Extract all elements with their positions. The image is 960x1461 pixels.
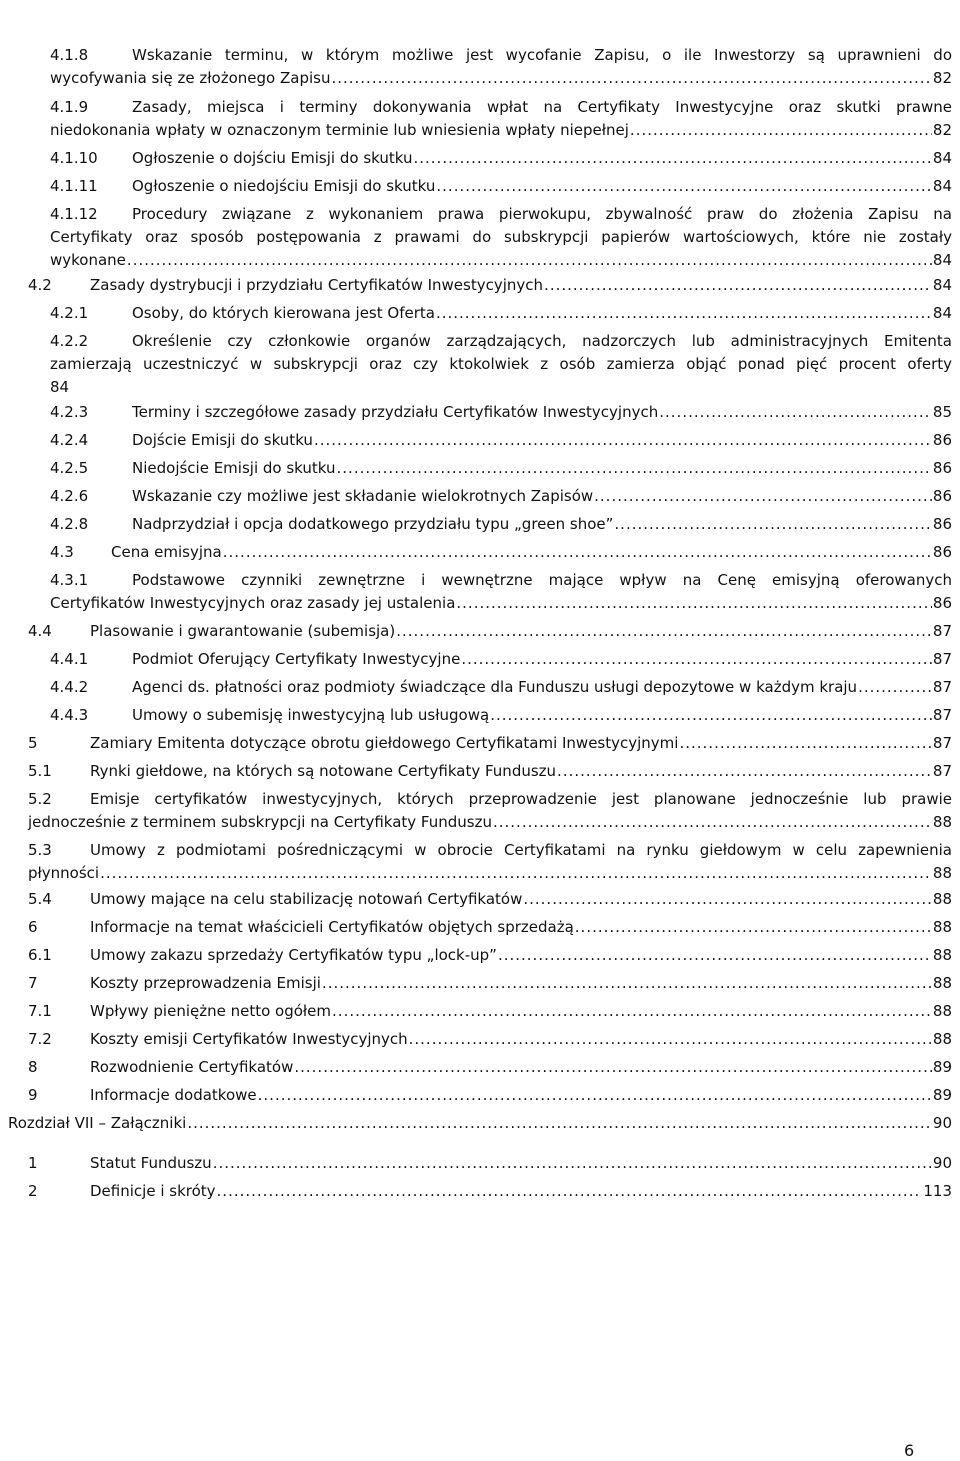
toc-entry-page: 88: [932, 974, 952, 992]
toc-dot-leader: [127, 249, 932, 272]
toc-entry-title: Niedojście Emisji do skutku: [132, 459, 336, 477]
toc-dot-leader: [498, 944, 932, 967]
toc-entry-title-line: zamierzają uczestniczyć w subskrypcji oraz czy ktokolwiek z osób zamierza objąć ponad pięć procent oferty: [50, 355, 952, 373]
toc-entry-title: Zamiary Emitenta dotyczące obrotu giełdowego Certyfikatami Inwestycyjnymi: [90, 734, 679, 752]
toc-entry-title-line: Emisje certyfikatów inwestycyjnych, których przeprowadzenie jest planowane jednocześnie lub prawie: [90, 790, 952, 808]
toc-dot-leader: [679, 732, 931, 755]
toc-entry[interactable]: [50, 44, 952, 90]
page-number: 6: [904, 1441, 915, 1460]
toc-entry-page: 82: [932, 121, 952, 139]
toc-entry-page: 84: [932, 149, 952, 167]
toc-entry[interactable]: [28, 888, 952, 911]
toc-entry[interactable]: [50, 485, 952, 508]
toc-entry-number: 4.1.9: [50, 98, 89, 116]
toc-entry-title: Certyfikatów Inwestycyjnych oraz zasady jej ustalenia: [50, 594, 456, 612]
toc-dot-leader: [314, 429, 932, 452]
toc-entry-page: 87: [932, 762, 952, 780]
toc-entry-page: 86: [932, 515, 952, 533]
toc-entry-title: Koszty przeprowadzenia Emisji: [90, 974, 321, 992]
toc-entry[interactable]: [28, 1000, 952, 1023]
toc-entry-number: 4.2.1: [50, 304, 89, 322]
toc-entry-page: 88: [932, 1030, 952, 1048]
toc-entry[interactable]: [28, 916, 952, 939]
toc-entry[interactable]: [28, 1028, 952, 1051]
toc-entry-page: 88: [932, 864, 952, 882]
toc-entry-page: 84: [932, 251, 952, 269]
toc-entry-number: 7.2: [28, 1030, 52, 1048]
toc-entry-page: 86: [932, 594, 952, 612]
toc-entry-title: płynności: [28, 864, 100, 882]
toc-dot-leader: [322, 972, 932, 995]
toc-entry-title: Definicje i skróty: [90, 1182, 216, 1200]
toc-entry[interactable]: [50, 569, 952, 615]
toc-entry-number: 2: [28, 1182, 38, 1200]
toc-dot-leader: [217, 1180, 923, 1203]
toc-entry-page: 84: [932, 276, 952, 294]
toc-dot-leader: [413, 147, 931, 170]
toc-dot-leader: [493, 811, 932, 834]
toc-entry-page: 86: [932, 487, 952, 505]
toc-entry[interactable]: [50, 541, 952, 564]
toc-entry-title: Cena emisyjna: [111, 543, 222, 561]
toc-entry[interactable]: [8, 1112, 952, 1135]
toc-entry-number: 4.4.3: [50, 706, 89, 724]
toc-entry-title: Rozwodnienie Certyfikatów: [90, 1058, 294, 1076]
toc-dot-leader: [396, 620, 932, 643]
toc-dot-leader: [523, 888, 932, 911]
toc-dot-leader: [409, 1028, 932, 1051]
toc-entry-page: 87: [932, 734, 952, 752]
toc-dot-leader: [594, 485, 932, 508]
toc-entry-number: 4.1.12: [50, 205, 98, 223]
toc-entry-title-line: Określenie czy członkowie organów zarządzających, nadzorczych lub administracyjnych Emitenta: [132, 332, 952, 350]
toc-entry-number: 4.2.5: [50, 459, 89, 477]
toc-entry-number: 5.1: [28, 762, 52, 780]
toc-entry-title-line: Podstawowe czynniki zewnętrzne i wewnętrzne mające wpływ na Cenę emisyjną oferowanych: [132, 571, 952, 589]
toc-entry[interactable]: [50, 175, 952, 198]
toc-entry-page: 88: [932, 918, 952, 936]
toc-entry[interactable]: [28, 732, 952, 755]
toc-dot-leader: [456, 592, 932, 615]
toc-entry-number: 5.2: [28, 790, 52, 808]
toc-entry-title-line: Zasady, miejsca i terminy dokonywania wpłat na Certyfikaty Inwestycyjne oraz skutki prawne: [132, 98, 952, 116]
toc-entry-page: 88: [932, 890, 952, 908]
toc-dot-leader: [575, 916, 932, 939]
toc-dot-leader: [544, 274, 932, 297]
toc-dot-leader: [187, 1112, 932, 1135]
toc-entry-title: niedokonania wpłaty w oznaczonym terminie lub wniesienia wpłaty niepełnej: [50, 121, 629, 139]
toc-entry-title: Informacje dodatkowe: [90, 1086, 257, 1104]
toc-entry-title: Umowy o subemisję inwestycyjną lub usługową: [132, 706, 490, 724]
toc-entry-title: Umowy mające na celu stabilizację notowań Certyfikatów: [90, 890, 523, 908]
toc-entry[interactable]: [28, 944, 952, 967]
toc-entry-title: Zasady dystrybucji i przydziału Certyfikatów Inwestycyjnych: [90, 276, 544, 294]
toc-entry-number: 1: [28, 1154, 38, 1172]
toc-entry-number: 4.2: [28, 276, 52, 294]
toc-entry-title: Ogłoszenie o dojściu Emisji do skutku: [132, 149, 413, 167]
toc-entry-number: 6: [28, 918, 38, 936]
toc-entry-title: Plasowanie i gwarantowanie (subemisja): [90, 622, 396, 640]
toc-entry-page: 86: [932, 459, 952, 477]
toc-entry[interactable]: [50, 96, 952, 142]
toc-entry-number: 7: [28, 974, 38, 992]
toc-entry-title: Osoby, do których kierowana jest Oferta: [132, 304, 435, 322]
toc-entry-number: 8: [28, 1058, 38, 1076]
toc-entry[interactable]: [28, 620, 952, 643]
toc-dot-leader: [213, 1152, 932, 1175]
toc-entry-page: 90: [932, 1114, 952, 1132]
toc-entry-page: 87: [932, 622, 952, 640]
toc-entry-page: 84: [932, 177, 952, 195]
toc-dot-leader: [858, 676, 932, 699]
toc-entry-number: 4.1.10: [50, 149, 98, 167]
toc-dot-leader: [614, 513, 932, 536]
toc-entry-page: 88: [932, 1002, 952, 1020]
toc-entry-page: 86: [932, 431, 952, 449]
toc-entry-number: 4.2.2: [50, 332, 89, 350]
toc-dot-leader: [223, 541, 932, 564]
toc-entry[interactable]: [50, 429, 952, 452]
toc-entry-title: Rozdział VII – Załączniki: [8, 1114, 187, 1132]
toc-entry-title: wykonane: [50, 251, 126, 269]
toc-entry[interactable]: [50, 513, 952, 536]
toc-entry-page: 89: [932, 1058, 952, 1076]
toc-entry[interactable]: [28, 1152, 952, 1175]
toc-entry-number: 4.1.11: [50, 177, 98, 195]
toc-entry[interactable]: [50, 401, 952, 424]
toc-entry-page: 88: [932, 813, 952, 831]
toc-entry-number: 4.2.6: [50, 487, 89, 505]
toc-entry-page: 90: [932, 1154, 952, 1172]
toc-dot-leader: [436, 175, 932, 198]
toc-entry-title: Podmiot Oferujący Certyfikaty Inwestycyjne: [132, 650, 461, 668]
toc-entry-page: 84: [932, 304, 952, 322]
toc-entry-number: 4.4.1: [50, 650, 89, 668]
toc-entry-number: 5.4: [28, 890, 52, 908]
toc-entry[interactable]: [50, 302, 952, 325]
toc-entry-title: Dojście Emisji do skutku: [132, 431, 313, 449]
toc-dot-leader: [100, 862, 932, 885]
toc-entry-title: Nadprzydział i opcja dodatkowego przydziału typu „green shoe”: [132, 515, 614, 533]
toc-entry-title: Wskazanie czy możliwe jest składanie wielokrotnych Zapisów: [132, 487, 594, 505]
toc-entry-page: 88: [932, 946, 952, 964]
toc-entry-title: Umowy zakazu sprzedaży Certyfikatów typu „lock-up”: [90, 946, 497, 964]
toc-entry-number: 4.1.8: [50, 46, 89, 64]
toc-entry-page: 82: [932, 69, 952, 87]
toc-dot-leader: [659, 401, 932, 424]
toc-entry-page: 87: [932, 706, 952, 724]
toc-entry-page: 86: [932, 543, 952, 561]
toc-entry-title: Rynki giełdowe, na których są notowane Certyfikaty Funduszu: [90, 762, 557, 780]
toc-entry-number: 9: [28, 1086, 38, 1104]
toc-entry-title-line: Wskazanie terminu, w którym możliwe jest wycofanie Zapisu, o ile Inwestorzy są uprawnieni do: [132, 46, 952, 64]
toc-entry-number: 6.1: [28, 946, 52, 964]
toc-dot-leader: [331, 67, 931, 90]
toc-entry[interactable]: [28, 788, 952, 834]
toc-entry-number: 4.2.4: [50, 431, 89, 449]
toc-entry[interactable]: [28, 1180, 952, 1203]
toc-entry-title-line: Umowy z podmiotami pośredniczącymi w obrocie Certyfikatami na rynku giełdowym w celu zapewnienia: [90, 841, 952, 859]
toc-entry-number: 5.3: [28, 841, 52, 859]
toc-entry[interactable]: [28, 1084, 952, 1107]
toc-entry[interactable]: [28, 274, 952, 297]
toc-entry-number: 4.2.8: [50, 515, 89, 533]
toc-entry-title-line: 84: [50, 378, 70, 396]
toc-dot-leader: [294, 1056, 932, 1079]
toc-entry[interactable]: [50, 704, 952, 727]
toc-entry-number: 4.2.3: [50, 403, 89, 421]
toc-entry-title: Informacje na temat właścicieli Certyfikatów objętych sprzedażą: [90, 918, 574, 936]
toc-entry-title: jednocześnie z terminem subskrypcji na Certyfikaty Funduszu: [28, 813, 492, 831]
toc-entry-page: 113: [923, 1182, 952, 1200]
toc-dot-leader: [436, 302, 932, 325]
toc-entry[interactable]: [28, 839, 952, 885]
toc-entry-title-line: Procedury związane z wykonaniem prawa pierwokupu, zbywalność praw do złożenia Zapisu na: [132, 205, 952, 223]
toc-entry-title: Statut Funduszu: [90, 1154, 212, 1172]
toc-entry[interactable]: [28, 972, 952, 995]
toc-entry-number: 5: [28, 734, 38, 752]
toc-entry-title: Terminy i szczegółowe zasady przydziału Certyfikatów Inwestycyjnych: [132, 403, 659, 421]
toc-entry[interactable]: [28, 1056, 952, 1079]
toc-entry[interactable]: [50, 648, 952, 671]
toc-entry-page: 87: [932, 678, 952, 696]
toc-entry-page: 85: [932, 403, 952, 421]
toc-entry-number: 4.4: [28, 622, 52, 640]
toc-entry-number: 7.1: [28, 1002, 52, 1020]
toc-entry-number: 4.3: [50, 543, 74, 561]
toc-entry[interactable]: [50, 457, 952, 480]
toc-dot-leader: [258, 1084, 932, 1107]
toc-entry-title: Ogłoszenie o niedojściu Emisji do skutku: [132, 177, 436, 195]
toc-dot-leader: [337, 457, 932, 480]
toc-entry-title: Wpływy pieniężne netto ogółem: [90, 1002, 332, 1020]
toc-entry[interactable]: [50, 676, 952, 699]
toc-entry-title-line: Certyfikaty oraz sposób postępowania z prawami do subskrypcji papierów wartościowych, które nie zostały: [50, 228, 952, 246]
toc-entry[interactable]: [50, 147, 952, 170]
toc-entry-page: 87: [932, 650, 952, 668]
toc-entry-title: Agenci ds. płatności oraz podmioty świadczące dla Funduszu usługi depozytowe w każdym kraju: [132, 678, 858, 696]
toc-entry-page: 89: [932, 1086, 952, 1104]
toc-entry-number: 4.3.1: [50, 571, 89, 589]
toc-dot-leader: [557, 760, 932, 783]
toc-entry[interactable]: [28, 760, 952, 783]
toc-dot-leader: [490, 704, 932, 727]
toc-entry[interactable]: [50, 203, 952, 272]
toc-dot-leader: [461, 648, 932, 671]
toc-entry-title: wycofywania się ze złożonego Zapisu: [50, 69, 331, 87]
toc-entry-number: 4.4.2: [50, 678, 89, 696]
toc-entry[interactable]: [50, 330, 952, 399]
toc-entry-title: Koszty emisji Certyfikatów Inwestycyjnych: [90, 1030, 408, 1048]
toc-dot-leader: [332, 1000, 932, 1023]
toc-dot-leader: [630, 119, 932, 142]
